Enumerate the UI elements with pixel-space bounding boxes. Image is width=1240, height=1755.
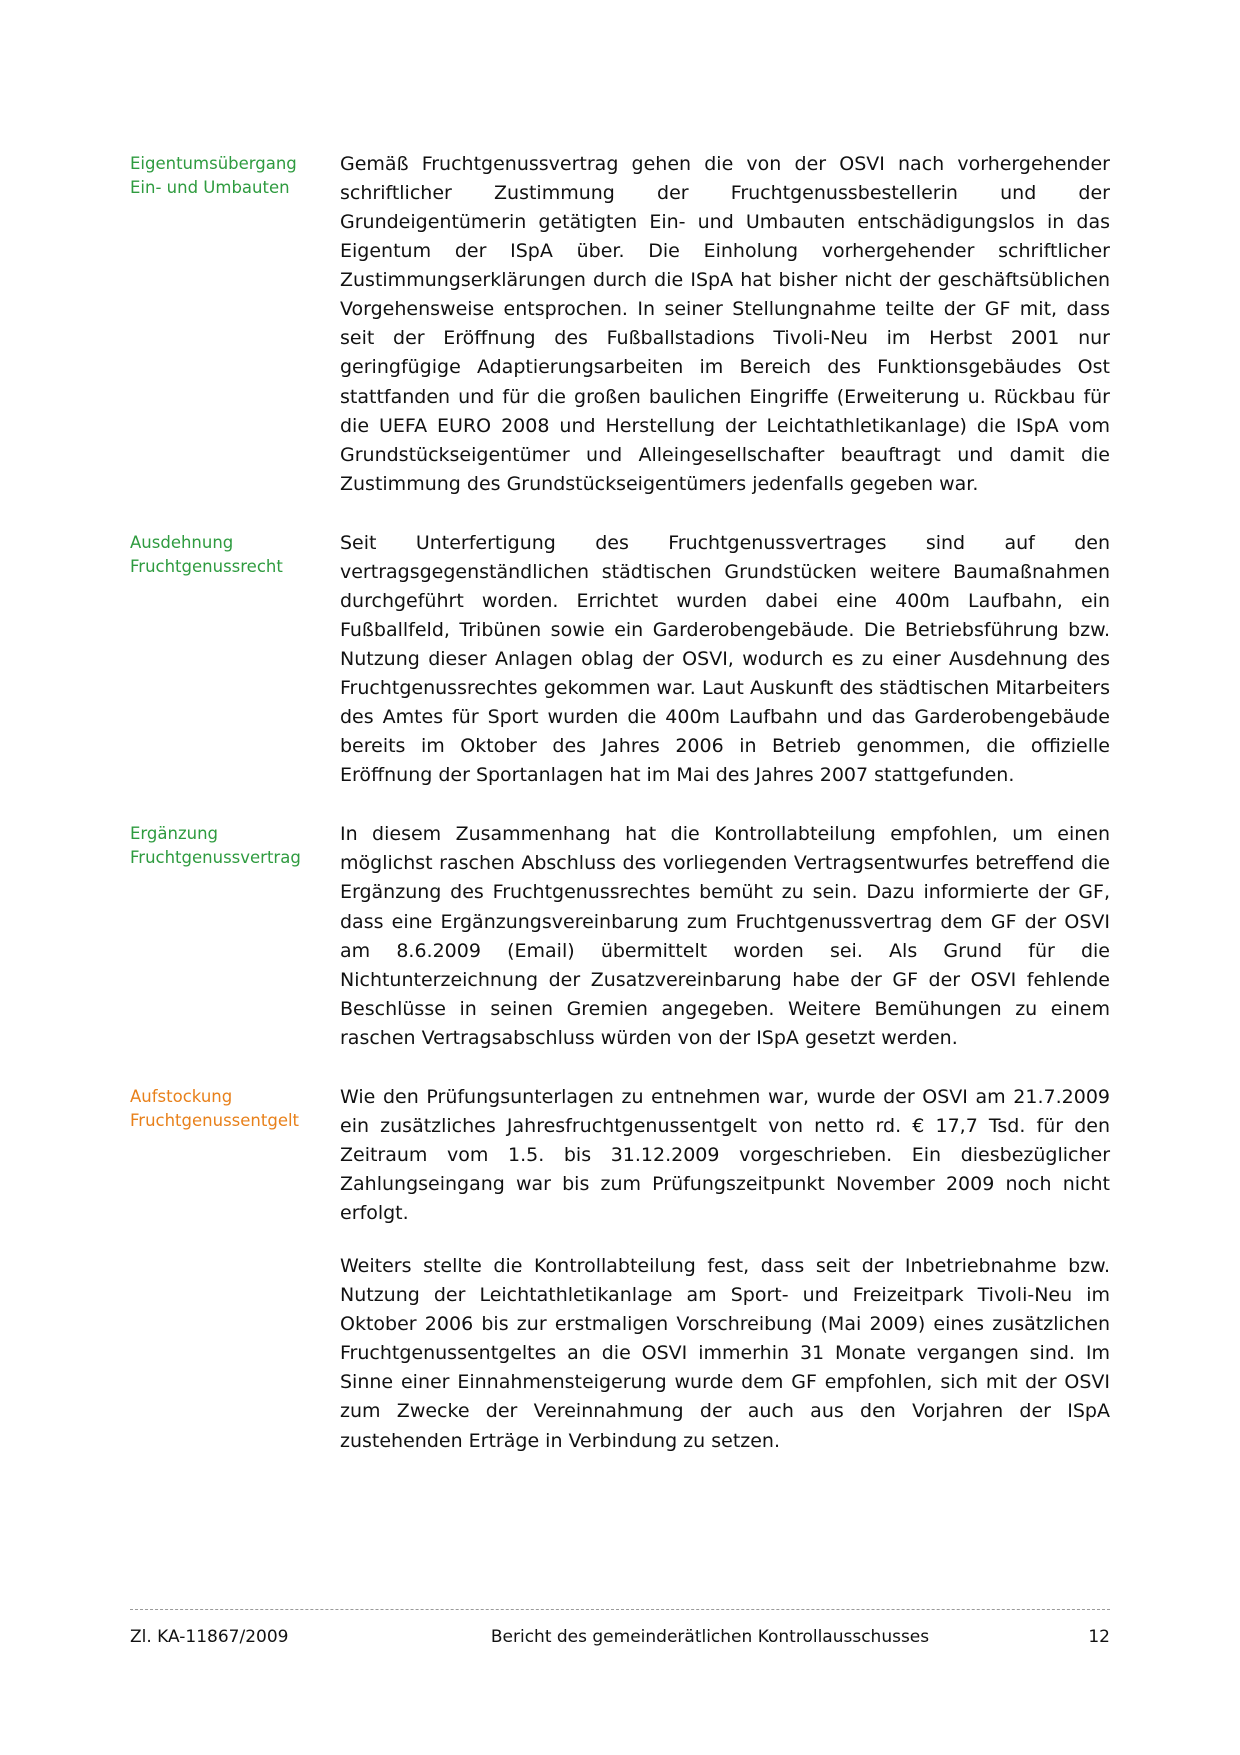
marginal-note-line: Fruchtgenussvertrag <box>130 848 301 868</box>
section-body <box>340 529 1110 791</box>
marginal-note <box>130 150 340 200</box>
marginal-note-line: Ausdehnung <box>130 532 234 552</box>
document-section <box>130 150 1110 499</box>
marginal-note-line: Ergänzung <box>130 824 219 844</box>
marginal-note <box>130 820 340 870</box>
marginal-note-line: Aufstockung <box>130 1086 233 1106</box>
footer-reference-number: Zl. KA-11867/2009 <box>130 1627 289 1647</box>
paragraph: Gemäß Fruchtgenussvertrag gehen die von der OSVI nach vorhergehender schriftlicher Zustimmung der Fruchtgenussbestellerin und der Grundeigentümerin getätigten Ein- und Umbauten entschädigungslos in das Eigentum der ISpA über. Die Einholung vorhergehender schriftlicher Zustimmungserklärungen durch die ISpA hat bisher nicht der geschäftsüblichen Vorgehensweise entsprochen. In seiner Stellungnahme teilte der GF mit, dass seit der Eröffnung des Fußballstadions Tivoli-Neu im Herbst 2001 nur geringfügige Adaptierungsarbeiten im Bereich des Funktionsgebäudes Ost stattfanden und für die großen baulichen Eingriffe (Erweiterung u. Rückbau für die UEFA EURO 2008 und Herstellung der Leichtathletikanlage) die ISpA vom Grundstückseigentümer und Alleingesellschafter beauftragt und damit die Zustimmung des Grundstückseigentümers jedenfalls gegeben war. <box>340 153 1110 495</box>
paragraph: Seit Unterfertigung des Fruchtgenussvertrages sind auf den vertragsgegenständlichen städtischen Grundstücken weitere Baumaßnahmen durchgeführt worden. Errichtet wurden dabei eine 400m Laufbahn, ein Fußballfeld, Tribünen sowie ein Garderobengebäude. Die Betriebsführung bzw. Nutzung dieser Anlagen oblag der OSVI, wodurch es zu einer Ausdehnung des Fruchtgenussrechtes gekommen war. Laut Auskunft des städtischen Mitarbeiters des Amtes für Sport wurden die 400m Laufbahn und das Garderobengebäude bereits im Oktober des Jahres 2006 in Betrieb genommen, die offizielle Eröffnung der Sportanlagen hat im Mai des Jahres 2007 stattgefunden. <box>340 531 1110 787</box>
section-body <box>340 820 1110 1053</box>
paragraph: Weiters stellte die Kontrollabteilung fest, dass seit der Inbetriebnahme bzw. Nutzung der Leichtathletikanlage am Sport- und Freizeitpark Tivoli-Neu im Oktober 2006 bis zur erstmaligen Vorschreibung (Mai 2009) eines zusätzlichen Fruchtgenussentgeltes an die OSVI immerhin 31 Monate vergangen sind. Im Sinne einer Einnahmensteigerung wurde dem GF empfohlen, sich mit der OSVI zum Zwecke der Vereinnahmung der auch aus den Vorjahren der ISpA zustehenden Erträge in Verbindung zu setzen. <box>340 1255 1110 1452</box>
document-section <box>130 529 1110 791</box>
marginal-note-line: Fruchtgenussrecht <box>130 556 283 576</box>
marginal-note-line: Ein- und Umbauten <box>130 177 290 197</box>
marginal-note-line: Fruchtgenussentgelt <box>130 1110 300 1130</box>
footer-page-number: 12 <box>1088 1627 1110 1647</box>
marginal-note <box>130 529 340 579</box>
section-body <box>340 1083 1110 1456</box>
document-section <box>130 820 1110 1053</box>
marginal-note <box>130 1083 340 1133</box>
page-footer <box>130 1609 1110 1647</box>
document-section <box>130 1083 1110 1456</box>
marginal-note-line: Eigentumsübergang <box>130 154 297 173</box>
footer-title: Bericht des gemeinderätlichen Kontrollausschusses <box>490 1627 930 1647</box>
paragraph: Wie den Prüfungsunterlagen zu entnehmen war, wurde der OSVI am 21.7.2009 ein zusätzliches Jahresfruchtgenussentgelt von netto rd. € 17,7 Tsd. für den Zeitraum vom 1.5. bis 31.12.2009 vorgeschrieben. Ein diesbezüglicher Zahlungseingang war bis zum Prüfungszeitpunkt November 2009 noch nicht erfolgt. <box>340 1085 1110 1225</box>
footer-divider <box>130 1609 1110 1610</box>
paragraph: In diesem Zusammenhang hat die Kontrollabteilung empfohlen, um einen möglichst raschen Abschluss des vorliegenden Vertragsentwurfes betreffend die Ergänzung des Fruchtgenussrechtes bemüht zu sein. Dazu informierte der GF, dass eine Ergänzungsvereinbarung zum Fruchtgenussvertrag dem GF der OSVI am 8.6.2009 (Email) übermittelt worden sei. Als Grund für die Nichtunterzeichnung der Zusatzvereinbarung habe der GF der OSVI fehlende Beschlüsse in seinen Gremien angegeben. Weitere Bemühungen zu einem raschen Vertragsabschluss würden von der ISpA gesetzt werden. <box>340 823 1110 1049</box>
footer-row <box>130 1627 1110 1647</box>
section-body <box>340 150 1110 499</box>
